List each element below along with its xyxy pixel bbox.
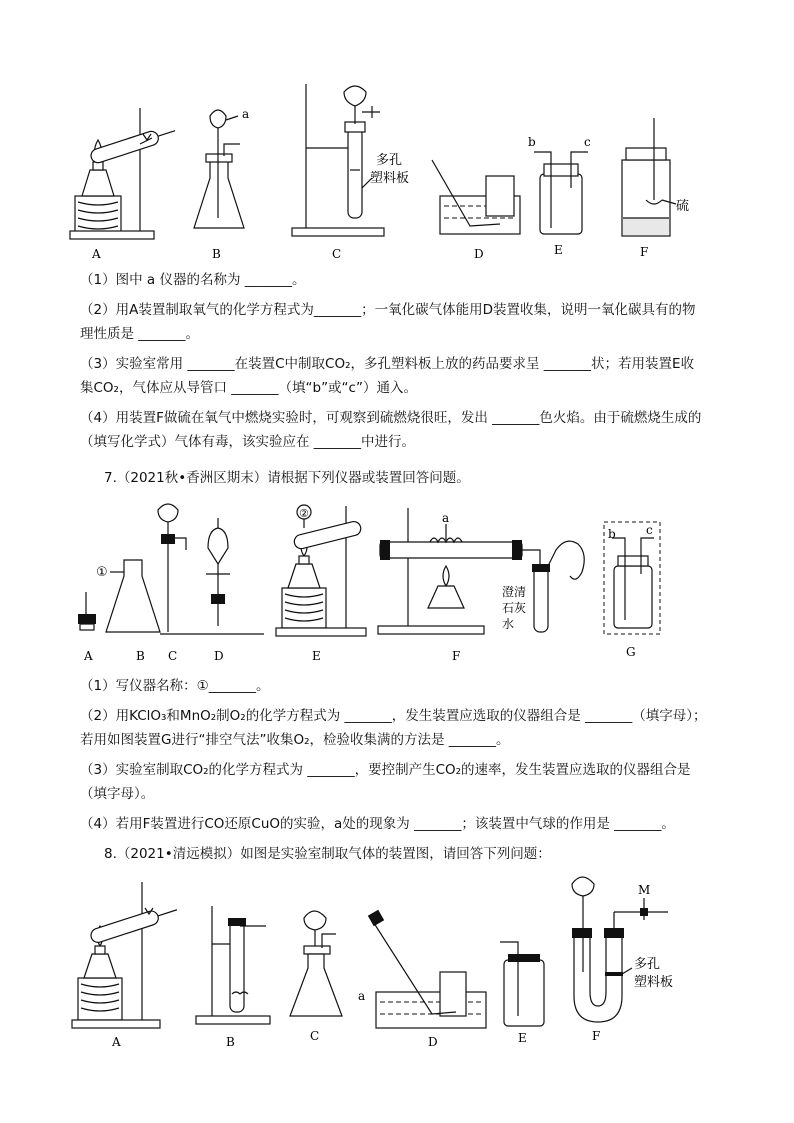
q7-line-1: （1）写仪器名称：①_______。 xyxy=(80,678,270,694)
label-c: C xyxy=(168,649,178,663)
label-d: D xyxy=(214,649,224,663)
apparatus-a-heating xyxy=(72,882,179,1049)
label-sulfur: 硫 xyxy=(676,199,690,214)
label-g: G xyxy=(626,645,636,659)
q6-line-4: （3）实验室常用 _______在装置C中制取CO₂，多孔塑料板上放的药品要求呈 _______状；若用装置E收 xyxy=(80,356,695,372)
apparatus-b-tube xyxy=(196,906,270,1049)
q7-line-4: （3）实验室制取CO₂的化学方程式为 _______，要控制产生CO₂的速率，发生装置应选取的仪器组合是 xyxy=(80,762,691,778)
apparatus-c-funnel xyxy=(158,504,196,663)
q7-line-5: （填字母）。 xyxy=(80,786,155,802)
label-circle-1: ① xyxy=(96,565,108,580)
label-limewater-1: 澄清 xyxy=(502,585,527,599)
label-f: F xyxy=(592,1029,601,1043)
label-porous-1: 多孔 xyxy=(376,153,403,168)
label-limewater-2: 石灰 xyxy=(502,601,527,615)
apparatus-b-flask xyxy=(96,560,160,663)
label-e: E xyxy=(518,1031,527,1045)
q6-line-6: （4）用装置F做硫在氧气中燃烧实验时，可观察到硫燃烧很旺，发出 _______色火焰。由于硫燃烧生成的 xyxy=(80,410,702,426)
label-f: F xyxy=(452,649,461,663)
label-circle-2: ② xyxy=(299,507,309,520)
label-c-outlet: c xyxy=(584,135,591,149)
label-b: B xyxy=(212,247,221,261)
apparatus-e-bottle xyxy=(500,942,544,1045)
label-c-outlet: c xyxy=(646,523,653,537)
q7-line-2: （2）用KClO₃和MnO₂制O₂的化学方程式为 _______，发生装置应选取的仪器组合是 _______（填字母）； xyxy=(80,708,707,724)
q7-line-3: 若用如图装置G进行“排空气法”收集O₂，检验收集满的方法是 _______。 xyxy=(80,732,510,748)
label-e: E xyxy=(554,243,563,257)
apparatus-d-trough xyxy=(358,910,486,1049)
apparatus-d-trough xyxy=(432,160,520,261)
label-d: D xyxy=(474,247,484,261)
apparatus-e-heating xyxy=(276,505,366,663)
apparatus-f-jar xyxy=(622,118,689,259)
label-b-inlet: b xyxy=(528,135,536,149)
label-a-cuo: a xyxy=(442,511,450,525)
apparatus-c-generator xyxy=(292,84,409,261)
label-c: C xyxy=(310,1029,320,1043)
q7-title: 7.（2021秋•香洲区期末）请根据下列仪器或装置回答问题。 xyxy=(104,470,470,486)
apparatus-b-flask xyxy=(194,107,249,261)
question-7-title xyxy=(104,466,744,490)
q6-line-1: （1）图中 a 仪器的名称为 _______。 xyxy=(80,272,306,288)
question-6-text xyxy=(80,268,720,454)
label-b: B xyxy=(226,1035,235,1049)
label-a-instrument: a xyxy=(242,107,250,121)
apparatus-a-heating xyxy=(70,108,177,261)
label-porous-2: 塑料板 xyxy=(634,975,674,990)
label-a-trough: a xyxy=(358,989,366,1003)
q8-title: 8.（2021•清远模拟）如图是实验室制取气体的装置图，请回答下列问题： xyxy=(104,846,551,862)
apparatus-f-reduction xyxy=(378,508,584,663)
label-b: B xyxy=(136,649,145,663)
q6-line-5: 集CO₂，气体应从导管口 _______（填“b”或“c”）通入。 xyxy=(80,380,417,396)
q6-line-3: 理性质是 _______。 xyxy=(80,326,200,342)
label-m: M xyxy=(638,883,651,897)
label-c: C xyxy=(332,247,342,261)
label-b-inlet: b xyxy=(608,527,616,541)
label-d: D xyxy=(428,1035,438,1049)
label-e: E xyxy=(312,649,321,663)
apparatus-a-stopper xyxy=(78,592,96,663)
q6-line-2: （2）用A装置制取氧气的化学方程式为_______；一氧化碳气体能用D装置收集，说明一氧化碳具有的物 xyxy=(80,302,696,318)
label-a: A xyxy=(84,649,93,663)
apparatus-d-sep-funnel xyxy=(196,518,264,663)
label-a: A xyxy=(92,247,101,261)
label-a: A xyxy=(112,1035,121,1049)
figure-q8-apparatus xyxy=(0,872,794,1052)
label-porous-2: 塑料板 xyxy=(370,171,410,186)
q7-line-6: （4）若用F装置进行CO还原CuO的实验，a处的现象为 _______；该装置中气球的作用是 _______。 xyxy=(80,816,675,832)
apparatus-e-bottle xyxy=(528,135,591,257)
label-f: F xyxy=(640,245,649,259)
label-limewater-3: 水 xyxy=(502,617,515,631)
apparatus-f-utube xyxy=(572,877,673,1043)
q6-line-7: （填写化学式）气体有毒，该实验应在 _______中进行。 xyxy=(80,434,416,450)
figure-q6-apparatus xyxy=(0,78,794,263)
apparatus-g-bottle xyxy=(604,522,660,659)
question-8-title xyxy=(104,842,744,866)
figure-q7-apparatus xyxy=(0,494,794,670)
label-porous-1: 多孔 xyxy=(634,957,661,972)
apparatus-c-flask xyxy=(290,911,342,1043)
question-7-text xyxy=(80,674,720,836)
